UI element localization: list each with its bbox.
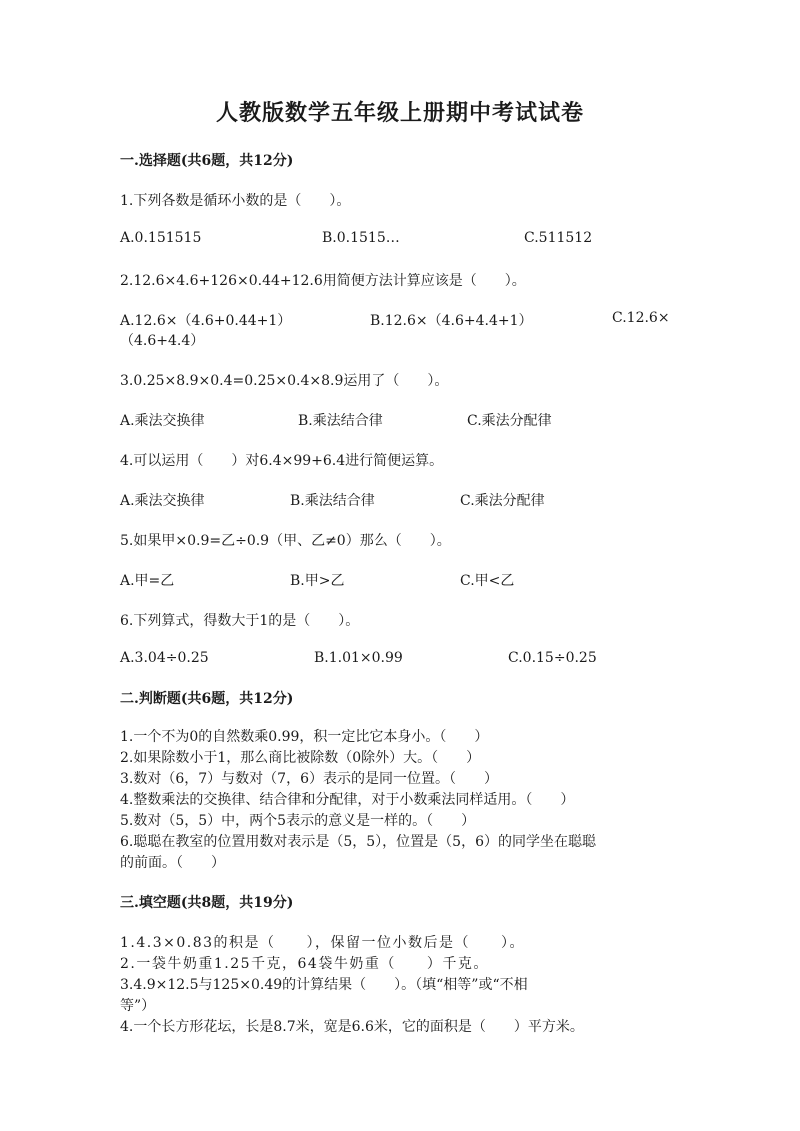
q4-option-b: B.乘法结合律 — [290, 493, 375, 509]
section-heading-multiple-choice: 一.选择题(共6题，共12分) — [120, 153, 294, 169]
q3-option-b: B.乘法结合律 — [298, 413, 383, 429]
q6-option-b: B.1.01×0.99 — [314, 650, 403, 666]
question-6: 6.下列算式，得数大于1的是（ ）。 — [120, 613, 360, 629]
q5-option-b: B.甲>乙 — [290, 573, 345, 589]
question-3: 3.0.25×8.9×0.4=0.25×0.4×8.9运用了（ ）。 — [120, 373, 449, 389]
tf-item-3: 3.数对（6，7）与数对（7，6）表示的是同一位置。（ ） — [120, 771, 498, 787]
tf-item-6-continued: 的前面。（ ） — [120, 855, 225, 871]
page-title: 人教版数学五年级上册期中考试试卷 — [215, 100, 584, 126]
tf-item-2: 2.如果除数小于1，那么商比被除数（0除外）大。（ ） — [120, 750, 481, 766]
q2-option-c-continued: （4.6+4.4） — [120, 333, 205, 349]
tf-item-4: 4.整数乘法的交换律、结合律和分配律，对于小数乘法同样适用。（ ） — [120, 792, 575, 808]
q4-option-a: A.乘法交换律 — [120, 493, 205, 509]
q2-option-a: A.12.6×（4.6+0.44+1） — [120, 313, 292, 329]
q1-option-c: C.511512 — [524, 230, 593, 246]
q2-option-b: B.12.6×（4.6+4.4+1） — [370, 313, 533, 329]
question-2: 2.12.6×4.6+126×0.44+12.6用简便方法计算应该是（ ）。 — [120, 273, 526, 289]
fill-item-4: 4.一个长方形花坛，长是8.7米，宽是6.6米，它的面积是（ ）平方米。 — [120, 1019, 584, 1035]
q2-option-c: C.12.6× — [612, 310, 670, 326]
tf-item-5: 5.数对（5，5）中，两个5表示的意义是一样的。（ ） — [120, 813, 476, 829]
q1-option-b: B.0.1515… — [322, 230, 400, 246]
fill-item-3: 3.4.9×12.5与125×0.49的计算结果（ ）。（填“相等”或“不相 — [120, 977, 528, 993]
q6-option-a: A.3.04÷0.25 — [120, 650, 209, 666]
fill-item-3-continued: 等”） — [120, 998, 156, 1014]
q1-option-a: A.0.151515 — [120, 230, 202, 246]
q3-option-a: A.乘法交换律 — [120, 413, 205, 429]
section-heading-fill-blank: 三.填空题(共8题，共19分) — [120, 895, 294, 911]
section-heading-true-false: 二.判断题(共6题，共12分) — [120, 691, 294, 707]
tf-item-1: 1.一个不为0的自然数乘0.99，积一定比它本身小。（ ） — [120, 729, 489, 745]
q4-option-c: C.乘法分配律 — [460, 493, 545, 509]
question-1: 1.下列各数是循环小数的是（ ）。 — [120, 193, 351, 209]
q6-option-c: C.0.15÷0.25 — [508, 650, 597, 666]
q5-option-a: A.甲=乙 — [120, 573, 175, 589]
question-5: 5.如果甲×0.9=乙÷0.9（甲、乙≠0）那么（ ）。 — [120, 533, 451, 549]
question-4: 4.可以运用（ ）对6.4×99+6.4进行简便运算。 — [120, 453, 444, 469]
q3-option-c: C.乘法分配律 — [467, 413, 552, 429]
q5-option-c: C.甲<乙 — [460, 573, 515, 589]
fill-item-1: 1.4.3×0.83的积是（ ），保留一位小数后是（ ）。 — [120, 935, 526, 951]
tf-item-6: 6.聪聪在教室的位置用数对表示是（5，5），位置是（5，6）的同学坐在聪聪 — [120, 834, 596, 850]
fill-item-2: 2.一袋牛奶重1.25千克，64袋牛奶重（ ）千克。 — [120, 956, 489, 972]
